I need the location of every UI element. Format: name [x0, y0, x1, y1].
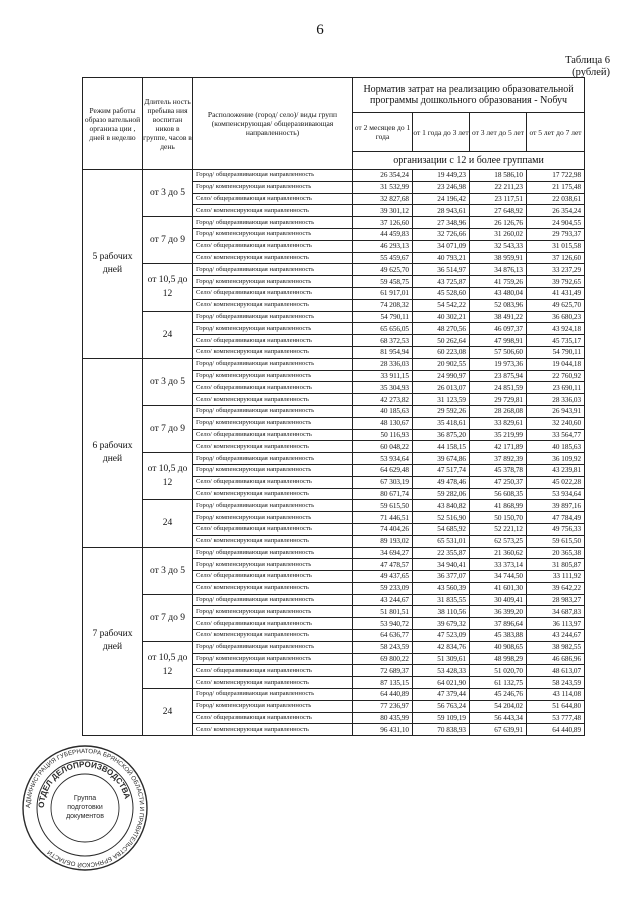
norm-value-cell: 89 193,02 [353, 535, 413, 547]
location-type-cell: Село/ общеразвивающая направленность [193, 382, 353, 394]
table-row [83, 311, 585, 323]
norm-value-cell: 34 071,09 [413, 240, 470, 252]
norm-value-cell: 33 373,14 [470, 559, 527, 571]
norm-costs-table [82, 77, 585, 736]
norm-value-cell: 57 506,60 [470, 346, 527, 358]
norm-value-cell: 30 409,41 [470, 594, 527, 606]
norm-value-cell: 21 175,48 [527, 181, 585, 193]
table-row [83, 217, 585, 229]
location-type-cell: Город/ общеразвивающая направленность [193, 594, 353, 606]
norm-value-cell: 74 208,32 [353, 299, 413, 311]
norm-value-cell: 34 876,13 [470, 264, 527, 276]
location-type-cell: Село/ общеразвивающая направленность [193, 618, 353, 630]
norm-value-cell: 35 418,61 [413, 417, 470, 429]
norm-value-cell: 52 516,90 [413, 512, 470, 524]
norm-value-cell: 34 687,83 [527, 606, 585, 618]
stay-duration-cell: от 3 до 5 [143, 358, 193, 405]
work-mode-cell: 5 рабочих дней [83, 170, 143, 359]
table-row [83, 405, 585, 417]
norm-value-cell: 36 109,92 [527, 453, 585, 465]
norm-value-cell: 38 110,56 [413, 606, 470, 618]
work-mode-cell: 6 рабочих дней [83, 358, 143, 547]
norm-value-cell: 53 428,33 [413, 665, 470, 677]
table-unit: (рублей) [572, 67, 610, 78]
norm-value-cell: 61 132,75 [470, 677, 527, 689]
location-type-cell: Село/ компенсирующая направленность [193, 441, 353, 453]
location-type-cell: Село/ компенсирующая направленность [193, 205, 353, 217]
norm-value-cell: 39 792,65 [527, 276, 585, 288]
norm-value-cell: 69 800,22 [353, 653, 413, 665]
norm-value-cell: 87 135,15 [353, 677, 413, 689]
header-location: Расположение (город/ село)/ виды групп (компенсирующая/ общеразвивающая направленность) [193, 78, 353, 170]
norm-value-cell: 47 784,49 [527, 512, 585, 524]
location-type-cell: Село/ компенсирующая направленность [193, 677, 353, 689]
norm-value-cell: 48 130,67 [353, 417, 413, 429]
stamp-center-line: Группа [73, 795, 97, 802]
norm-value-cell: 47 250,37 [470, 476, 527, 488]
stamp-outer-text: АДМИНИСТРАЦИЯ ГУБЕРНАТОРА БРЯНСКОЙ ОБЛАСТИ И ПРАВИТЕЛЬСТВА БРЯНСКОЙ ОБЛАСТИ [24, 747, 146, 869]
stay-duration-cell: от 3 до 5 [143, 170, 193, 217]
norm-value-cell: 45 735,17 [527, 335, 585, 347]
norm-value-cell: 61 917,01 [353, 287, 413, 299]
norm-value-cell: 36 680,23 [527, 311, 585, 323]
norm-value-cell: 36 113,97 [527, 618, 585, 630]
norm-value-cell: 19 449,23 [413, 170, 470, 182]
norm-value-cell: 44 158,15 [413, 441, 470, 453]
norm-value-cell: 45 528,60 [413, 287, 470, 299]
norm-value-cell: 54 542,22 [413, 299, 470, 311]
header-duration: Длитель ность пребыва ния воспитан ников в группе, часов в день [143, 78, 193, 170]
location-type-cell: Село/ компенсирующая направленность [193, 346, 353, 358]
norm-value-cell: 64 636,77 [353, 630, 413, 642]
norm-value-cell: 28 336,03 [353, 358, 413, 370]
norm-value-cell: 80 435,99 [353, 712, 413, 724]
norm-value-cell: 59 109,19 [413, 712, 470, 724]
norm-value-cell: 38 491,22 [470, 311, 527, 323]
norm-value-cell: 70 838,93 [413, 724, 470, 736]
stamp-center-text [66, 795, 104, 820]
location-type-cell: Город/ общеразвивающая направленность [193, 311, 353, 323]
stay-duration-cell: от 7 до 9 [143, 217, 193, 264]
location-type-cell: Село/ общеразвивающая направленность [193, 523, 353, 535]
norm-value-cell: 41 431,49 [527, 287, 585, 299]
norm-value-cell: 41 759,26 [470, 276, 527, 288]
table-row [83, 689, 585, 701]
norm-value-cell: 32 827,68 [353, 193, 413, 205]
norm-value-cell: 31 835,55 [413, 594, 470, 606]
norm-value-cell: 53 934,64 [353, 453, 413, 465]
norm-value-cell: 80 671,74 [353, 488, 413, 500]
norm-value-cell: 43 244,67 [527, 630, 585, 642]
norm-value-cell: 17 722,98 [527, 170, 585, 182]
norm-value-cell: 62 573,25 [470, 535, 527, 547]
norm-value-cell: 54 685,92 [413, 523, 470, 535]
norm-value-cell: 43 725,87 [413, 276, 470, 288]
norm-value-cell: 37 126,60 [353, 217, 413, 229]
norm-value-cell: 58 243,59 [527, 677, 585, 689]
norm-value-cell: 42 273,82 [353, 394, 413, 406]
norm-value-cell: 45 022,28 [527, 476, 585, 488]
norm-value-cell: 34 694,27 [353, 547, 413, 559]
location-type-cell: Село/ общеразвивающая направленность [193, 665, 353, 677]
location-type-cell: Село/ общеразвивающая направленность [193, 287, 353, 299]
norm-value-cell: 49 625,70 [527, 299, 585, 311]
norm-value-cell: 49 625,70 [353, 264, 413, 276]
norm-value-cell: 59 458,75 [353, 276, 413, 288]
norm-value-cell: 28 943,61 [413, 205, 470, 217]
location-type-cell: Город/ компенсирующая направленность [193, 559, 353, 571]
norm-value-cell: 64 021,90 [413, 677, 470, 689]
norm-value-cell: 26 354,24 [527, 205, 585, 217]
norm-value-cell: 43 114,08 [527, 689, 585, 701]
norm-value-cell: 59 615,50 [527, 535, 585, 547]
location-type-cell: Село/ общеразвивающая направленность [193, 240, 353, 252]
norm-value-cell: 47 478,57 [353, 559, 413, 571]
norm-value-cell: 48 613,07 [527, 665, 585, 677]
norm-value-cell: 52 221,12 [470, 523, 527, 535]
norm-value-cell: 45 378,78 [470, 464, 527, 476]
location-type-cell: Село/ компенсирующая направленность [193, 394, 353, 406]
location-type-cell: Город/ компенсирующая направленность [193, 700, 353, 712]
norm-value-cell: 50 116,93 [353, 429, 413, 441]
norm-value-cell: 36 514,97 [413, 264, 470, 276]
norm-value-cell: 26 943,91 [527, 405, 585, 417]
norm-value-cell: 36 399,20 [470, 606, 527, 618]
norm-value-cell: 67 303,19 [353, 476, 413, 488]
norm-value-cell: 51 644,80 [527, 700, 585, 712]
stay-duration-cell: от 7 до 9 [143, 405, 193, 452]
location-type-cell: Город/ компенсирующая направленность [193, 370, 353, 382]
norm-value-cell: 28 336,03 [527, 394, 585, 406]
norm-value-cell: 36 875,20 [413, 429, 470, 441]
norm-value-cell: 43 924,18 [527, 323, 585, 335]
norm-value-cell: 36 377,07 [413, 571, 470, 583]
norm-value-cell: 26 013,07 [413, 382, 470, 394]
norm-value-cell: 24 990,97 [413, 370, 470, 382]
norm-value-cell: 28 983,27 [527, 594, 585, 606]
norm-value-cell: 47 998,91 [470, 335, 527, 347]
location-type-cell: Село/ общеразвивающая направленность [193, 571, 353, 583]
norm-value-cell: 20 902,55 [413, 358, 470, 370]
norm-value-cell: 39 642,22 [527, 582, 585, 594]
norm-value-cell: 46 293,13 [353, 240, 413, 252]
norm-value-cell: 43 480,04 [470, 287, 527, 299]
norm-value-cell: 23 690,11 [527, 382, 585, 394]
norm-value-cell: 39 679,32 [413, 618, 470, 630]
norm-value-cell: 41 868,99 [470, 500, 527, 512]
norm-value-cell: 51 309,61 [413, 653, 470, 665]
norm-value-cell: 52 083,96 [470, 299, 527, 311]
norm-value-cell: 35 219,99 [470, 429, 527, 441]
norm-value-cell: 40 185,63 [353, 405, 413, 417]
norm-value-cell: 60 223,08 [413, 346, 470, 358]
norm-value-cell: 60 048,22 [353, 441, 413, 453]
table-row [83, 641, 585, 653]
location-type-cell: Село/ компенсирующая направленность [193, 299, 353, 311]
stay-duration-cell: от 10,5 до 12 [143, 453, 193, 500]
norm-value-cell: 64 629,48 [353, 464, 413, 476]
location-type-cell: Город/ общеразвивающая направленность [193, 500, 353, 512]
norm-value-cell: 35 304,93 [353, 382, 413, 394]
norm-value-cell: 46 097,37 [470, 323, 527, 335]
location-type-cell: Город/ общеразвивающая направленность [193, 689, 353, 701]
norm-value-cell: 48 998,29 [470, 653, 527, 665]
table-row [83, 264, 585, 276]
norm-value-cell: 43 244,67 [353, 594, 413, 606]
stamp-center-line: документов [66, 813, 104, 820]
location-type-cell: Город/ общеразвивающая направленность [193, 547, 353, 559]
norm-value-cell: 39 897,16 [527, 500, 585, 512]
location-type-cell: Город/ компенсирующая направленность [193, 181, 353, 193]
norm-value-cell: 64 440,89 [353, 689, 413, 701]
header-age-1: от 1 года до 3 лет [413, 113, 470, 152]
table-row [83, 547, 585, 559]
norm-value-cell: 53 934,64 [527, 488, 585, 500]
stay-duration-cell: 24 [143, 689, 193, 736]
stay-duration-cell: от 3 до 5 [143, 547, 193, 594]
stay-duration-cell: от 10,5 до 12 [143, 264, 193, 311]
norm-value-cell: 47 523,09 [413, 630, 470, 642]
table-row [83, 358, 585, 370]
location-type-cell: Город/ компенсирующая направленность [193, 464, 353, 476]
norm-value-cell: 46 686,96 [527, 653, 585, 665]
norm-value-cell: 28 268,08 [470, 405, 527, 417]
location-type-cell: Город/ общеразвивающая направленность [193, 641, 353, 653]
table-body [83, 170, 585, 736]
location-type-cell: Город/ компенсирующая направленность [193, 276, 353, 288]
norm-value-cell: 29 592,26 [413, 405, 470, 417]
norm-value-cell: 43 239,81 [527, 464, 585, 476]
norm-value-cell: 18 586,10 [470, 170, 527, 182]
norm-value-cell: 31 260,02 [470, 228, 527, 240]
header-group-size: организации с 12 и более группами [353, 152, 585, 170]
norm-value-cell: 43 840,82 [413, 500, 470, 512]
stamp-center-line: подготовки [67, 804, 103, 811]
norm-value-cell: 50 262,64 [413, 335, 470, 347]
norm-value-cell: 72 689,37 [353, 665, 413, 677]
norm-value-cell: 20 365,38 [527, 547, 585, 559]
stamp-inner-text: ОТДЕЛ ДЕЛОПРОИЗВОДСТВА [36, 759, 132, 809]
norm-value-cell: 54 204,02 [470, 700, 527, 712]
norm-value-cell: 24 851,59 [470, 382, 527, 394]
norm-value-cell: 41 601,30 [470, 582, 527, 594]
norm-value-cell: 38 959,91 [470, 252, 527, 264]
norm-value-cell: 32 726,66 [413, 228, 470, 240]
norm-value-cell: 67 639,91 [470, 724, 527, 736]
norm-value-cell: 33 564,77 [527, 429, 585, 441]
location-type-cell: Село/ общеразвивающая направленность [193, 712, 353, 724]
norm-value-cell: 23 875,94 [470, 370, 527, 382]
norm-value-cell: 40 793,21 [413, 252, 470, 264]
norm-value-cell: 39 301,12 [353, 205, 413, 217]
location-type-cell: Город/ компенсирующая направленность [193, 653, 353, 665]
stay-duration-cell: от 10,5 до 12 [143, 641, 193, 688]
location-type-cell: Село/ компенсирующая направленность [193, 724, 353, 736]
norm-value-cell: 53 777,48 [527, 712, 585, 724]
norm-value-cell: 96 431,10 [353, 724, 413, 736]
norm-value-cell: 71 446,51 [353, 512, 413, 524]
norm-value-cell: 23 117,51 [470, 193, 527, 205]
norm-value-cell: 42 171,89 [470, 441, 527, 453]
header-mode: Режим работы образо вательной организа ции , дней в неделю [83, 78, 143, 170]
norm-value-cell: 56 763,24 [413, 700, 470, 712]
norm-value-cell: 40 908,65 [470, 641, 527, 653]
norm-value-cell: 33 911,15 [353, 370, 413, 382]
norm-value-cell: 26 126,76 [470, 217, 527, 229]
table-caption [565, 55, 610, 79]
location-type-cell: Село/ компенсирующая направленность [193, 488, 353, 500]
location-type-cell: Город/ общеразвивающая направленность [193, 170, 353, 182]
norm-value-cell: 45 383,88 [470, 630, 527, 642]
norm-value-cell: 68 372,53 [353, 335, 413, 347]
norm-value-cell: 81 954,94 [353, 346, 413, 358]
norm-value-cell: 54 790,11 [353, 311, 413, 323]
norm-value-cell: 51 020,70 [470, 665, 527, 677]
norm-value-cell: 45 246,76 [470, 689, 527, 701]
location-type-cell: Село/ компенсирующая направленность [193, 535, 353, 547]
norm-value-cell: 50 150,70 [470, 512, 527, 524]
table-label: Таблица 6 [565, 55, 610, 66]
norm-value-cell: 34 744,50 [470, 571, 527, 583]
location-type-cell: Город/ общеразвивающая направленность [193, 453, 353, 465]
header-age-2: от 3 лет до 5 лет [470, 113, 527, 152]
location-type-cell: Село/ общеразвивающая направленность [193, 476, 353, 488]
location-type-cell: Село/ общеразвивающая направленность [193, 335, 353, 347]
stay-duration-cell: 24 [143, 500, 193, 547]
stay-duration-cell: 24 [143, 311, 193, 358]
norm-value-cell: 53 940,72 [353, 618, 413, 630]
stay-duration-cell: от 7 до 9 [143, 594, 193, 641]
norm-value-cell: 37 126,60 [527, 252, 585, 264]
norm-value-cell: 49 478,46 [413, 476, 470, 488]
location-type-cell: Город/ компенсирующая направленность [193, 417, 353, 429]
norm-value-cell: 55 459,67 [353, 252, 413, 264]
norm-value-cell: 32 543,33 [470, 240, 527, 252]
location-type-cell: Село/ общеразвивающая направленность [193, 193, 353, 205]
norm-value-cell: 56 443,34 [470, 712, 527, 724]
norm-value-cell: 59 233,09 [353, 582, 413, 594]
norm-value-cell: 34 940,41 [413, 559, 470, 571]
table-row [83, 453, 585, 465]
location-type-cell: Село/ компенсирующая направленность [193, 630, 353, 642]
norm-value-cell: 31 805,87 [527, 559, 585, 571]
norm-value-cell: 26 354,24 [353, 170, 413, 182]
norm-value-cell: 27 348,96 [413, 217, 470, 229]
norm-value-cell: 27 648,92 [470, 205, 527, 217]
norm-value-cell: 31 532,99 [353, 181, 413, 193]
norm-value-cell: 51 801,51 [353, 606, 413, 618]
header-age-3: от 5 лет до 7 лет [527, 113, 585, 152]
norm-value-cell: 40 185,63 [527, 441, 585, 453]
norm-value-cell: 48 270,56 [413, 323, 470, 335]
norm-value-cell: 21 360,62 [470, 547, 527, 559]
location-type-cell: Город/ общеразвивающая направленность [193, 358, 353, 370]
location-type-cell: Город/ общеразвивающая направленность [193, 264, 353, 276]
norm-value-cell: 40 302,21 [413, 311, 470, 323]
location-type-cell: Село/ компенсирующая направленность [193, 582, 353, 594]
table-row [83, 500, 585, 512]
official-stamp [20, 743, 150, 873]
norm-value-cell: 24 196,42 [413, 193, 470, 205]
norm-value-cell: 33 111,92 [527, 571, 585, 583]
norm-value-cell: 33 237,29 [527, 264, 585, 276]
norm-value-cell: 22 760,92 [527, 370, 585, 382]
header-age-0: от 2 месяцев до 1 года [353, 113, 413, 152]
norm-value-cell: 77 236,97 [353, 700, 413, 712]
norm-value-cell: 49 437,65 [353, 571, 413, 583]
header-norm-title: Норматив затрат на реализацию образовательной программы дошкольного образования - Nобуч [353, 78, 585, 113]
norm-value-cell: 56 608,35 [470, 488, 527, 500]
norm-value-cell: 65 531,01 [413, 535, 470, 547]
norm-value-cell: 39 674,86 [413, 453, 470, 465]
norm-value-cell: 38 982,55 [527, 641, 585, 653]
norm-value-cell: 59 615,50 [353, 500, 413, 512]
location-type-cell: Село/ общеразвивающая направленность [193, 429, 353, 441]
norm-value-cell: 43 560,39 [413, 582, 470, 594]
norm-value-cell: 31 015,58 [527, 240, 585, 252]
location-type-cell: Село/ компенсирующая направленность [193, 252, 353, 264]
location-type-cell: Город/ компенсирующая направленность [193, 606, 353, 618]
norm-value-cell: 37 892,39 [470, 453, 527, 465]
norm-value-cell: 59 282,06 [413, 488, 470, 500]
norm-value-cell: 74 404,26 [353, 523, 413, 535]
page-number: 6 [316, 22, 324, 38]
location-type-cell: Город/ общеразвивающая направленность [193, 405, 353, 417]
norm-value-cell: 54 790,11 [527, 346, 585, 358]
norm-value-cell: 44 459,83 [353, 228, 413, 240]
norm-value-cell: 29 729,81 [470, 394, 527, 406]
norm-value-cell: 22 038,61 [527, 193, 585, 205]
norm-value-cell: 37 896,64 [470, 618, 527, 630]
norm-value-cell: 49 756,33 [527, 523, 585, 535]
norm-value-cell: 22 211,23 [470, 181, 527, 193]
location-type-cell: Город/ компенсирующая направленность [193, 228, 353, 240]
norm-value-cell: 31 123,59 [413, 394, 470, 406]
norm-value-cell: 29 793,37 [527, 228, 585, 240]
table-row [83, 170, 585, 182]
norm-value-cell: 47 379,44 [413, 689, 470, 701]
norm-value-cell: 19 044,18 [527, 358, 585, 370]
location-type-cell: Город/ компенсирующая направленность [193, 323, 353, 335]
norm-value-cell: 33 829,61 [470, 417, 527, 429]
norm-value-cell: 64 440,89 [527, 724, 585, 736]
norm-value-cell: 58 243,59 [353, 641, 413, 653]
norm-value-cell: 23 246,98 [413, 181, 470, 193]
norm-value-cell: 65 656,05 [353, 323, 413, 335]
work-mode-cell: 7 рабочих дней [83, 547, 143, 736]
norm-value-cell: 22 355,87 [413, 547, 470, 559]
norm-value-cell: 42 834,76 [413, 641, 470, 653]
norm-value-cell: 19 973,36 [470, 358, 527, 370]
location-type-cell: Город/ компенсирующая направленность [193, 512, 353, 524]
norm-value-cell: 47 517,74 [413, 464, 470, 476]
table-row [83, 594, 585, 606]
norm-value-cell: 32 240,60 [527, 417, 585, 429]
norm-value-cell: 24 904,55 [527, 217, 585, 229]
location-type-cell: Город/ общеразвивающая направленность [193, 217, 353, 229]
